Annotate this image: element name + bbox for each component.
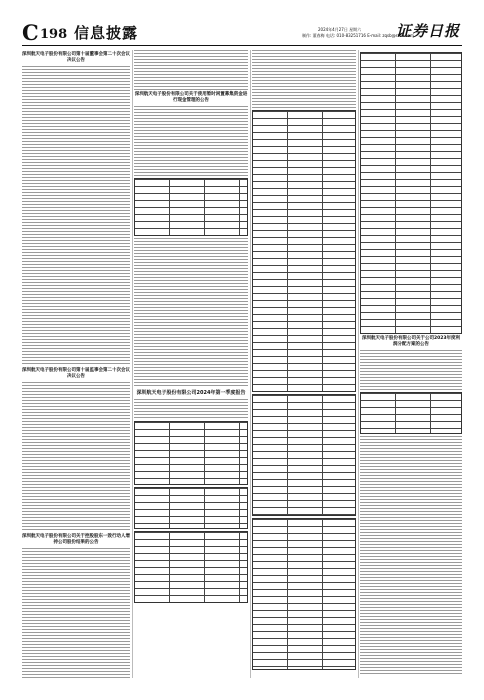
header-rule [22, 45, 462, 46]
notice-body [22, 548, 130, 678]
contact-line: 制作: 董春梅 电话: 010-83251716 E-mail: zqsb@stcn.com [302, 33, 414, 38]
data-table [134, 531, 248, 603]
column-divider [358, 50, 359, 678]
notice-body [134, 399, 248, 419]
data-table [360, 392, 462, 434]
notice-heading: 深圳航天电子股份有限公司关于使用暂时闲置募集资金进行现金管理的公告 [134, 92, 248, 103]
column-1 [22, 50, 130, 678]
notice-body [134, 50, 248, 90]
column-2 [134, 50, 248, 678]
newspaper-page [22, 22, 462, 678]
data-table [134, 178, 248, 236]
data-table [252, 110, 356, 392]
data-table [252, 394, 356, 516]
section-letter: C [22, 20, 38, 45]
notice-body [22, 382, 130, 532]
page-number: 198 [40, 27, 68, 42]
data-table [134, 421, 248, 485]
notice-body [134, 238, 248, 388]
notice-heading: 深圳航天电子股份有限公司第十届监事会第二十次会议决议公告 [22, 368, 130, 379]
notice-heading: 深圳航天电子股份有限公司关于公司2023年度利润分配方案的公告 [361, 336, 461, 347]
page-title: 信息披露 [74, 24, 139, 42]
data-table [360, 52, 462, 334]
data-table [134, 487, 248, 529]
data-table [252, 518, 356, 670]
date-line: 2024年4月27日 星期六 [318, 27, 362, 32]
notice-heading: 深圳航天电子股份有限公司关于控股股东一致行动人增持公司股份结果的公告 [22, 534, 130, 545]
page-header [22, 22, 462, 44]
column-divider [132, 50, 133, 678]
notice-body [22, 66, 130, 366]
column-3 [252, 50, 356, 678]
newspaper-logo: 证券日报 [396, 22, 461, 40]
column-4 [360, 50, 462, 678]
notice-body [360, 436, 462, 676]
notice-body [134, 106, 248, 176]
notice-heading: 深圳航天电子股份有限公司第十届董事会第二十次会议决议公告 [22, 52, 130, 63]
notice-heading: 深圳航天电子股份有限公司2024年第一季度报告 [136, 390, 246, 396]
notice-body [360, 350, 462, 390]
notice-body [252, 50, 356, 108]
column-divider [250, 50, 251, 678]
